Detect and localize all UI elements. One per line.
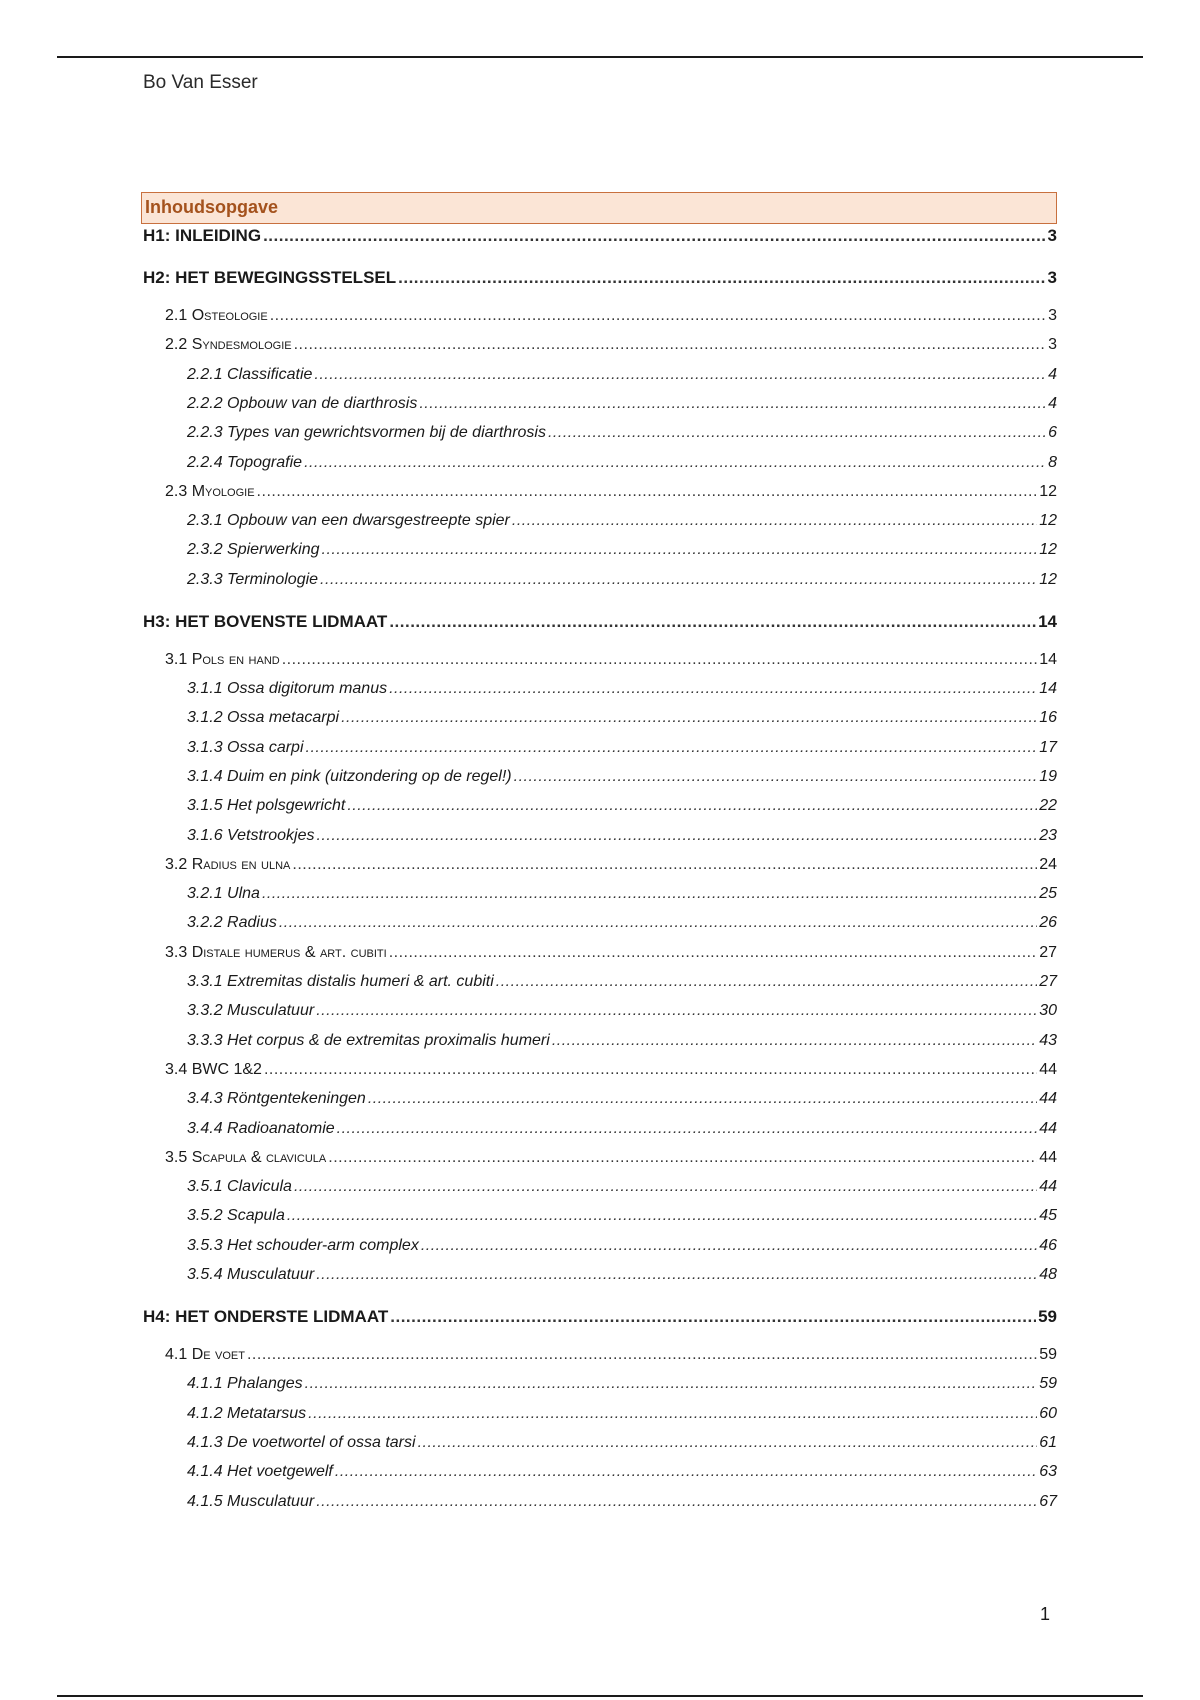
toc-entry-page: 60 — [1039, 1404, 1057, 1422]
toc-entry[interactable] — [187, 910, 1057, 936]
dot-leader — [320, 567, 1037, 593]
dot-leader — [368, 1086, 1037, 1112]
dot-leader — [294, 332, 1046, 358]
toc-entry-label: 3.1.6 Vetstrookjes — [187, 826, 315, 844]
dot-leader — [316, 998, 1037, 1024]
toc-entry[interactable] — [187, 450, 1057, 476]
toc-entry-page: 19 — [1039, 767, 1057, 785]
toc-entry-page: 8 — [1048, 453, 1057, 471]
dot-leader — [257, 479, 1038, 505]
toc-entry[interactable] — [187, 823, 1057, 849]
toc-entry-label: 3.1 Pols en hand — [165, 650, 280, 668]
toc-entry[interactable] — [165, 647, 1057, 673]
toc-entry-label: 3.4 BWC 1&2 — [165, 1060, 262, 1078]
toc-entry[interactable] — [143, 1304, 1057, 1330]
toc-entry-label: 2.1 Osteologie — [165, 307, 268, 324]
dot-leader — [316, 823, 1037, 849]
dot-leader — [287, 1203, 1037, 1229]
dot-leader — [389, 609, 1036, 635]
toc-entry-page: 17 — [1039, 738, 1057, 756]
toc-entry[interactable] — [187, 764, 1057, 790]
toc-entry-page: 59 — [1039, 1375, 1057, 1393]
toc-entry[interactable] — [165, 303, 1057, 329]
toc-entry[interactable] — [187, 705, 1057, 731]
toc-entry[interactable] — [187, 1401, 1057, 1427]
toc-entry-page: 14 — [1038, 611, 1057, 631]
dot-leader — [316, 1262, 1037, 1288]
toc-entry[interactable] — [187, 420, 1057, 446]
toc-entry-page: 26 — [1039, 914, 1057, 932]
toc-entry-label: 3.4.4 Radioanatomie — [187, 1119, 335, 1137]
toc-entry-page: 61 — [1039, 1433, 1057, 1451]
dot-leader — [264, 1057, 1037, 1083]
toc-entry[interactable] — [187, 1262, 1057, 1288]
toc-entry-label: 3.1.2 Ossa metacarpi — [187, 709, 340, 727]
toc-entry-label: H2: HET BEWEGINGSSTELSEL — [143, 268, 397, 287]
toc-entry-page: 3 — [1048, 336, 1057, 354]
toc-entry[interactable] — [187, 508, 1057, 534]
toc-entry-page: 27 — [1039, 973, 1057, 990]
toc-entry-page: 63 — [1039, 1463, 1057, 1481]
toc-entry[interactable] — [165, 332, 1057, 358]
toc-entry-page: 44 — [1039, 1148, 1057, 1166]
toc-entry-label: 3.1.1 Ossa digitorum manus — [187, 680, 388, 697]
toc-entry[interactable] — [165, 940, 1057, 966]
dot-leader — [294, 1174, 1037, 1200]
toc-entry-page: 14 — [1039, 680, 1057, 697]
toc-entry-page: 23 — [1039, 826, 1057, 844]
toc-entry-page: 16 — [1039, 709, 1057, 727]
toc-entry[interactable] — [187, 391, 1057, 417]
dot-leader — [398, 265, 1045, 291]
dot-leader — [306, 735, 1038, 761]
toc-entry-label: 3.2 Radius en ulna — [165, 855, 291, 873]
toc-entry-page: 4 — [1048, 394, 1057, 412]
toc-entry[interactable] — [187, 1371, 1057, 1397]
toc-entry-label: 3.2.2 Radius — [187, 914, 277, 932]
toc-entry[interactable] — [187, 1489, 1057, 1515]
toc-entry-label: 2.2.1 Classificatie — [187, 365, 313, 383]
toc-entry[interactable] — [187, 362, 1057, 388]
dot-leader — [314, 362, 1046, 388]
toc-entry-label: 2.2.4 Topografie — [187, 453, 303, 471]
dot-leader — [262, 881, 1037, 907]
dot-leader — [328, 1145, 1037, 1171]
dot-leader — [421, 1233, 1037, 1259]
footer-rule — [57, 1695, 1143, 1697]
toc-entry-page: 44 — [1039, 1090, 1057, 1108]
dot-leader — [347, 793, 1037, 819]
dot-leader — [390, 1304, 1036, 1330]
dot-leader — [292, 852, 1037, 878]
toc-entry-label: 3.4.3 Röntgentekeningen — [187, 1090, 366, 1108]
toc-entry[interactable] — [187, 1430, 1057, 1456]
toc-entry-label: 4.1.2 Metatarsus — [187, 1404, 307, 1422]
toc-entry-page: 45 — [1039, 1207, 1057, 1225]
toc-entry[interactable] — [187, 793, 1057, 819]
dot-leader — [389, 676, 1037, 702]
toc-entry[interactable] — [187, 1086, 1057, 1112]
toc-entry-page: 22 — [1039, 797, 1057, 815]
toc-entry-label: 4.1.4 Het voetgewelf — [187, 1463, 333, 1481]
toc-entry-page: 27 — [1039, 943, 1057, 961]
toc-entry[interactable] — [187, 1174, 1057, 1200]
toc-entry-label: 3.5.1 Clavicula — [187, 1178, 292, 1196]
toc-entry-page: 12 — [1039, 570, 1057, 588]
toc-entry-label: 2.3.3 Terminologie — [187, 570, 319, 588]
dot-leader — [341, 705, 1037, 731]
toc-entry-label: 3.1.5 Het polsgewricht — [187, 797, 346, 815]
toc-entry-page: 3 — [1047, 226, 1057, 245]
dot-leader — [247, 1342, 1037, 1368]
dot-leader — [305, 1371, 1038, 1397]
toc-entry[interactable] — [165, 1342, 1057, 1368]
toc-entry[interactable] — [143, 223, 1057, 249]
toc-entry-page: 59 — [1038, 1307, 1057, 1326]
toc-entry-page: 4 — [1048, 365, 1057, 383]
toc-entry-page: 3 — [1048, 307, 1057, 324]
toc-entry-label: 2.3.2 Spierwerking — [187, 541, 320, 559]
toc-entry[interactable] — [165, 1145, 1057, 1171]
dot-leader — [337, 1116, 1038, 1142]
dot-leader — [308, 1401, 1037, 1427]
toc-entry-label: 3.3.3 Het corpus & de extremitas proximalis humeri — [187, 1031, 550, 1049]
dot-leader — [322, 537, 1038, 563]
toc-entry[interactable] — [187, 537, 1057, 563]
dot-leader — [552, 1028, 1037, 1054]
toc-entry[interactable] — [187, 1116, 1057, 1142]
toc-entry-label: 3.5.3 Het schouder-arm complex — [187, 1236, 419, 1254]
toc-entry[interactable] — [187, 1028, 1057, 1054]
dot-leader — [270, 303, 1046, 329]
toc-entry-label: 4.1.3 De voetwortel of ossa tarsi — [187, 1433, 416, 1451]
toc-entry[interactable] — [187, 1459, 1057, 1485]
document-author: Bo Van Esser — [143, 72, 258, 93]
toc-entry-label: 2.3.1 Opbouw van een dwarsgestreepte spier — [187, 512, 510, 530]
toc-entry-label: 3.1.4 Duim en pink (uitzondering op de regel!) — [187, 767, 512, 785]
dot-leader — [335, 1459, 1037, 1485]
toc-entry-label: H4: HET ONDERSTE LIDMAAT — [143, 1307, 389, 1326]
page-number: 1 — [1040, 1604, 1051, 1624]
toc-entry[interactable] — [143, 265, 1057, 291]
dot-leader — [282, 647, 1037, 673]
toc-entry-page: 30 — [1039, 1002, 1057, 1020]
toc-entry[interactable] — [187, 881, 1057, 907]
toc-entry-label: 3.1.3 Ossa carpi — [187, 738, 304, 756]
dot-leader — [419, 391, 1046, 417]
toc-entry-label: 3.5.4 Musculatuur — [187, 1266, 315, 1283]
toc-entry-label: 3.3.2 Musculatuur — [187, 1002, 315, 1020]
toc-entry[interactable] — [187, 1203, 1057, 1229]
dot-leader — [548, 420, 1046, 446]
toc-entry-page: 43 — [1039, 1031, 1057, 1049]
toc-entry-page: 25 — [1039, 885, 1057, 903]
toc-entry-page: 12 — [1039, 541, 1057, 559]
toc-entry[interactable] — [165, 479, 1057, 505]
header-rule — [57, 56, 1143, 58]
toc-entry-page: 59 — [1039, 1346, 1057, 1363]
toc-entry[interactable] — [165, 1057, 1057, 1083]
toc-entry-label: 3.5.2 Scapula — [187, 1207, 285, 1225]
dot-leader — [304, 450, 1046, 476]
toc-entry-page: 12 — [1039, 512, 1057, 530]
dot-leader — [316, 1489, 1037, 1515]
dot-leader — [279, 910, 1037, 936]
toc-entry-label: 4.1 De voet — [165, 1346, 245, 1363]
dot-leader — [512, 508, 1037, 534]
toc-entry-page: 67 — [1039, 1492, 1057, 1510]
dot-leader — [418, 1430, 1038, 1456]
toc-entry-label: 2.2.2 Opbouw van de diarthrosis — [187, 394, 418, 412]
toc-entry-label: H1: INLEIDING — [143, 226, 262, 245]
toc-entry[interactable] — [187, 676, 1057, 702]
dot-leader — [496, 969, 1037, 995]
toc-entry-page: 44 — [1039, 1060, 1057, 1078]
dot-leader — [514, 764, 1038, 790]
toc-entry-label: 4.1.5 Musculatuur — [187, 1492, 315, 1510]
toc-entry-label: 3.2.1 Ulna — [187, 885, 260, 903]
toc-entry[interactable] — [165, 852, 1057, 878]
toc-entry-page: 46 — [1039, 1236, 1057, 1254]
toc-entry-page: 44 — [1039, 1178, 1057, 1196]
toc-entry-label: 3.5 Scapula & clavicula — [165, 1148, 327, 1166]
toc-entry-label: H3: HET BOVENSTE LIDMAAT — [143, 611, 388, 631]
toc-entry[interactable] — [143, 609, 1057, 635]
dot-leader — [389, 940, 1038, 966]
toc-entry-page: 48 — [1039, 1266, 1057, 1283]
toc-entry[interactable] — [187, 1233, 1057, 1259]
toc-entry-label: 3.3 Distale humerus & art. cubiti — [165, 943, 387, 961]
toc-entry[interactable] — [187, 969, 1057, 995]
toc-entry-label: 3.3.1 Extremitas distalis humeri & art. cubiti — [187, 973, 494, 990]
toc-entry-label: 2.2 Syndesmologie — [165, 336, 292, 354]
toc-entry-page: 12 — [1039, 482, 1057, 500]
toc-entry-label: 2.2.3 Types van gewrichtsvormen bij de diarthrosis — [187, 424, 546, 442]
dot-leader — [263, 223, 1045, 249]
toc-entry[interactable] — [187, 735, 1057, 761]
toc-entry[interactable] — [187, 998, 1057, 1024]
toc-entry-page: 6 — [1048, 424, 1057, 442]
toc-entry-page: 3 — [1047, 268, 1057, 287]
toc-entry-label: 4.1.1 Phalanges — [187, 1375, 303, 1393]
toc-entry[interactable] — [187, 567, 1057, 593]
toc-entry-page: 44 — [1039, 1119, 1057, 1137]
toc-entry-label: 2.3 Myologie — [165, 482, 255, 500]
toc-entry-page: 14 — [1039, 650, 1057, 668]
toc-heading: Inhoudsopgave — [141, 192, 1057, 224]
toc-entry-page: 24 — [1039, 855, 1057, 873]
